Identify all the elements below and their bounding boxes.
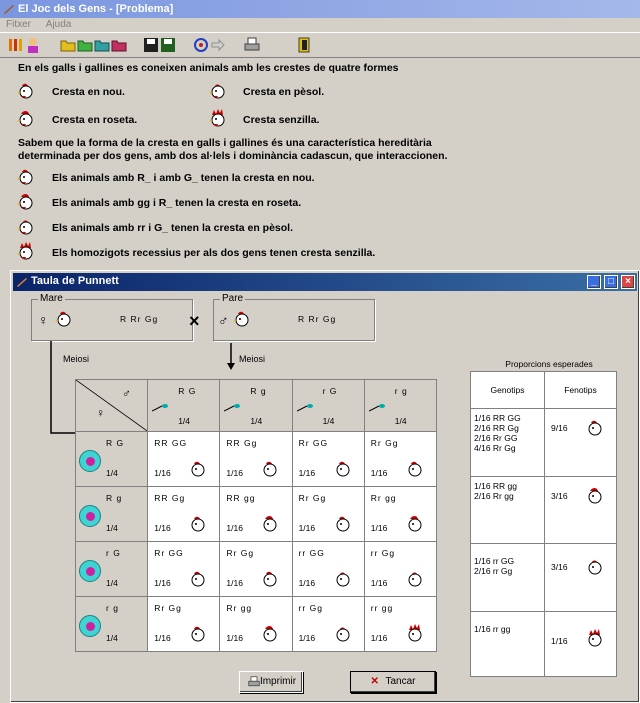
offspring-genotype: Rr gg bbox=[226, 603, 253, 613]
genotype-list bbox=[471, 409, 545, 477]
offspring-frequency: 1/16 bbox=[226, 633, 243, 643]
offspring-cell[interactable] bbox=[292, 487, 364, 542]
offspring-frequency: 1/16 bbox=[298, 578, 316, 588]
offspring-genotype: rr Gg bbox=[298, 603, 323, 613]
male-symbol: ♂ bbox=[218, 312, 229, 328]
genotype-list bbox=[471, 477, 545, 544]
female-symbol: ♀ bbox=[96, 406, 105, 420]
offspring-cell[interactable] bbox=[364, 597, 436, 652]
form-senzilla: Cresta senzilla. bbox=[243, 114, 320, 126]
offspring-frequency: 1/16 bbox=[226, 578, 243, 588]
father-gamete-3 bbox=[292, 380, 364, 432]
hen-rose-comb-icon bbox=[16, 191, 40, 215]
hen-rose-comb-icon bbox=[585, 485, 609, 509]
hen-rose-comb-icon bbox=[260, 513, 284, 537]
phenotype-cell bbox=[545, 544, 617, 612]
genotype-list bbox=[471, 544, 545, 612]
offspring-cell[interactable] bbox=[292, 597, 364, 652]
hen-walnut-comb-icon bbox=[54, 308, 78, 332]
punnett-titlebar bbox=[13, 273, 637, 291]
offspring-cell[interactable] bbox=[220, 597, 292, 652]
offspring-genotype: RR Gg bbox=[226, 438, 258, 448]
gamete-label: R G bbox=[178, 386, 197, 396]
offspring-cell[interactable] bbox=[220, 542, 292, 597]
gamete-frequency: 1/4 bbox=[322, 416, 335, 426]
egg-cell-icon bbox=[79, 615, 101, 637]
gamete-label: r G bbox=[322, 386, 338, 396]
menu-fitxer[interactable]: Fitxer bbox=[6, 19, 31, 30]
maximize-button[interactable]: □ bbox=[604, 275, 618, 289]
hen-walnut-comb-icon bbox=[333, 513, 357, 537]
offspring-frequency: 1/16 bbox=[298, 523, 316, 533]
save-icon[interactable] bbox=[143, 37, 159, 53]
hen-pea-comb-icon bbox=[405, 568, 429, 592]
hen-walnut-comb-icon bbox=[405, 458, 429, 482]
offspring-cell[interactable] bbox=[364, 432, 436, 487]
minimize-button[interactable]: _ bbox=[587, 275, 601, 289]
offspring-frequency: 1/16 bbox=[154, 633, 171, 643]
offspring-genotype: Rr gg bbox=[370, 493, 397, 503]
father-label: Pare bbox=[222, 293, 244, 304]
form-roseta: Cresta en roseta. bbox=[52, 114, 138, 126]
offspring-cell[interactable] bbox=[292, 432, 364, 487]
offspring-genotype: Rr Gg bbox=[154, 603, 182, 613]
save-as-icon[interactable] bbox=[160, 37, 176, 53]
mother-label: Mare bbox=[40, 293, 63, 304]
app-title: El Joc dels Gens - [Problema] bbox=[18, 3, 174, 15]
meiosis-arrow-father bbox=[226, 343, 236, 371]
gamete-frequency: 1/4 bbox=[106, 633, 118, 643]
genotype-line: 2/16 Rr GG bbox=[474, 433, 518, 443]
offspring-frequency: 1/16 bbox=[298, 468, 316, 478]
gamete-frequency: 1/4 bbox=[106, 523, 118, 533]
explain-line-2: determinada per dos gens, amb dos al·lels i dominància cadascun, que interaccionen. bbox=[18, 150, 448, 162]
hen-rose-comb-icon bbox=[260, 623, 284, 647]
menu-ajuda[interactable]: Ajuda bbox=[45, 19, 72, 30]
hen-walnut-comb-icon bbox=[333, 458, 357, 482]
offspring-cell[interactable] bbox=[148, 432, 220, 487]
genotype-line: 1/16 RR GG bbox=[474, 413, 521, 423]
mother-gamete-2 bbox=[76, 487, 148, 542]
genotype-list bbox=[471, 612, 545, 677]
print-icon bbox=[248, 676, 260, 688]
hen-pea-comb-icon bbox=[333, 623, 357, 647]
gamete-frequency: 1/4 bbox=[178, 416, 191, 426]
close-x-icon: ✕ bbox=[370, 676, 379, 687]
father-gamete-2 bbox=[220, 380, 292, 432]
hen-pea-comb-icon bbox=[585, 556, 609, 580]
hen-single-comb-icon bbox=[16, 241, 40, 265]
genotype-line: 4/16 Rr Gg bbox=[474, 443, 516, 453]
offspring-frequency: 1/16 bbox=[154, 468, 171, 478]
gamete-label: R g bbox=[250, 386, 267, 396]
offspring-genotype: Rr Gg bbox=[370, 438, 399, 448]
offspring-cell[interactable] bbox=[364, 487, 436, 542]
offspring-frequency: 1/16 bbox=[154, 523, 171, 533]
genotype-line: 1/16 rr GG bbox=[474, 556, 515, 566]
sperm-icon bbox=[152, 402, 168, 412]
genotype-line: 1/16 rr gg bbox=[474, 624, 511, 634]
father-gamete-1 bbox=[148, 380, 220, 432]
genotype-line: 2/16 RR Gg bbox=[474, 423, 519, 433]
hen-pea-comb-icon bbox=[208, 80, 232, 104]
punnett-window bbox=[10, 270, 640, 703]
explain-line-1: Sabem que la forma de la cresta en galls i gallines és una característica hereditària bbox=[18, 137, 432, 149]
gamete-frequency: 1/4 bbox=[106, 468, 118, 478]
offspring-frequency: 1/16 bbox=[370, 523, 388, 533]
female-symbol: ♀ bbox=[38, 312, 49, 328]
offspring-frequency: 1/16 bbox=[370, 578, 388, 588]
offspring-genotype: Rr GG bbox=[154, 548, 184, 558]
print-label: Imprimir bbox=[259, 676, 297, 687]
rule-3: Els animals amb rr i G_ tenen la cresta en pèsol. bbox=[52, 222, 294, 234]
mother-gamete-3 bbox=[76, 542, 148, 597]
print-button[interactable] bbox=[239, 671, 303, 693]
open-folder-icon[interactable] bbox=[60, 37, 76, 53]
offspring-frequency: 1/16 bbox=[370, 468, 388, 478]
offspring-genotype: Rr Gg bbox=[226, 548, 255, 558]
gamete-frequency: 1/4 bbox=[394, 416, 407, 426]
offspring-frequency: 1/16 bbox=[298, 633, 316, 643]
user-icon[interactable] bbox=[25, 37, 41, 53]
phenotype-cell bbox=[545, 612, 617, 677]
table-row bbox=[76, 487, 437, 542]
header-row bbox=[76, 380, 437, 432]
hen-walnut-comb-icon bbox=[260, 568, 284, 592]
proportions-title: Proporcions esperades bbox=[505, 359, 593, 369]
corner-cell bbox=[76, 380, 148, 432]
offspring-genotype: rr GG bbox=[298, 548, 325, 558]
close-button[interactable] bbox=[350, 671, 436, 693]
app-titlebar bbox=[0, 0, 640, 18]
hen-walnut-comb-icon bbox=[188, 513, 212, 537]
rule-1: Els animals amb R_ i amb G_ tenen la cresta en nou. bbox=[52, 172, 315, 184]
hen-rose-comb-icon bbox=[16, 108, 40, 132]
table-row bbox=[76, 597, 437, 652]
sperm-icon bbox=[297, 402, 313, 412]
rule-2: Els animals amb gg i R_ tenen la cresta en roseta. bbox=[52, 197, 302, 209]
mother-group bbox=[31, 293, 193, 341]
gamete-frequency: 1/4 bbox=[106, 578, 118, 588]
father-group bbox=[213, 293, 375, 341]
arrow-right-icon[interactable] bbox=[210, 37, 226, 53]
offspring-genotype: Rr Gg bbox=[298, 493, 327, 503]
intro-text: En els galls i gallines es coneixen animals amb les crestes de quatre formes bbox=[18, 62, 399, 74]
genotype-line: 1/16 RR gg bbox=[474, 481, 517, 491]
offspring-genotype: rr Gg bbox=[370, 548, 396, 558]
hen-walnut-comb-icon bbox=[16, 166, 40, 190]
punnett-table bbox=[75, 379, 437, 652]
egg-cell-icon bbox=[79, 505, 101, 527]
print-icon[interactable] bbox=[244, 37, 260, 53]
window-icon bbox=[16, 276, 28, 288]
chromosomes-icon[interactable] bbox=[8, 37, 24, 53]
gamete-frequency: 1/4 bbox=[250, 416, 263, 426]
fenotips-header: Fenotips bbox=[545, 372, 617, 409]
male-symbol: ♂ bbox=[122, 386, 131, 400]
phenotype-ratio: 9/16 bbox=[551, 423, 568, 433]
app-icon bbox=[3, 3, 15, 15]
hen-walnut-comb-icon bbox=[260, 458, 284, 482]
refresh-icon[interactable] bbox=[193, 37, 209, 53]
hen-walnut-comb-icon bbox=[188, 458, 212, 482]
proportion-row bbox=[471, 409, 617, 477]
cross-symbol: × bbox=[189, 311, 200, 331]
meiosis-label-father: Meiosi bbox=[239, 354, 266, 364]
close-window-button[interactable]: × bbox=[621, 275, 635, 289]
genotype-line: 2/16 Rr gg bbox=[474, 491, 514, 501]
hen-single-comb-icon bbox=[405, 623, 429, 647]
phenotype-cell bbox=[545, 409, 617, 477]
offspring-genotype: RR GG bbox=[154, 438, 188, 448]
father-gamete-4 bbox=[364, 380, 436, 432]
offspring-frequency: 1/16 bbox=[370, 633, 388, 643]
problem-content bbox=[0, 58, 640, 270]
punnett-title: Taula de Punnett bbox=[31, 275, 119, 287]
gamete-label: R G bbox=[106, 438, 125, 448]
genotype-line: 2/16 rr Gg bbox=[474, 566, 513, 576]
table-row bbox=[76, 542, 437, 597]
offspring-genotype: rr gg bbox=[370, 603, 394, 613]
open-folder-green-icon[interactable] bbox=[77, 37, 93, 53]
sperm-icon bbox=[369, 402, 385, 412]
hen-pea-comb-icon bbox=[333, 568, 357, 592]
sperm-icon bbox=[224, 402, 240, 412]
hen-walnut-comb-icon bbox=[585, 417, 609, 441]
offspring-cell[interactable] bbox=[148, 597, 220, 652]
offspring-frequency: 1/16 bbox=[226, 523, 243, 533]
gamete-label: R g bbox=[106, 493, 123, 503]
offspring-genotype: Rr GG bbox=[298, 438, 329, 448]
table-row bbox=[76, 432, 437, 487]
offspring-cell[interactable] bbox=[292, 542, 364, 597]
egg-cell-icon bbox=[79, 560, 101, 582]
proportion-row bbox=[471, 544, 617, 612]
rule-4: Els homozigots recessius per als dos gens tenen cresta senzilla. bbox=[52, 247, 376, 259]
hen-walnut-comb-icon bbox=[16, 80, 40, 104]
offspring-cell[interactable] bbox=[148, 542, 220, 597]
egg-cell-icon bbox=[79, 450, 101, 472]
offspring-frequency: 1/16 bbox=[154, 578, 171, 588]
open-folder-red-icon[interactable] bbox=[111, 37, 127, 53]
gamete-label: r G bbox=[106, 548, 121, 558]
phenotype-ratio: 3/16 bbox=[551, 491, 568, 501]
offspring-genotype: RR gg bbox=[226, 493, 256, 503]
hen-walnut-comb-icon bbox=[188, 623, 212, 647]
phenotype-ratio: 1/16 bbox=[551, 636, 568, 646]
proportion-row bbox=[471, 477, 617, 544]
rooster-walnut-comb-icon bbox=[232, 308, 256, 332]
offspring-cell[interactable] bbox=[220, 487, 292, 542]
hen-single-comb-icon bbox=[208, 108, 232, 132]
proportions-table bbox=[470, 371, 617, 677]
offspring-genotype: RR Gg bbox=[154, 493, 186, 503]
hen-walnut-comb-icon bbox=[188, 568, 212, 592]
offspring-cell[interactable] bbox=[148, 487, 220, 542]
meiosis-label-mother: Meiosi bbox=[63, 354, 90, 364]
form-pesol: Cresta en pèsol. bbox=[243, 86, 325, 98]
gamete-label: r g bbox=[106, 603, 119, 613]
offspring-cell[interactable] bbox=[220, 432, 292, 487]
menubar bbox=[0, 18, 640, 32]
mother-gamete-1 bbox=[76, 432, 148, 487]
proportion-row bbox=[471, 612, 617, 677]
phenotype-cell bbox=[545, 477, 617, 544]
hen-pea-comb-icon bbox=[16, 216, 40, 240]
offspring-cell[interactable] bbox=[364, 542, 436, 597]
offspring-frequency: 1/16 bbox=[226, 468, 243, 478]
close-label: Tancar bbox=[385, 676, 416, 687]
exit-door-icon[interactable] bbox=[296, 37, 312, 53]
hen-single-comb-icon bbox=[585, 628, 609, 652]
form-nou: Cresta en nou. bbox=[52, 86, 125, 98]
open-folder-teal-icon[interactable] bbox=[94, 37, 110, 53]
expected-proportions-panel bbox=[470, 359, 628, 671]
mother-gamete-4 bbox=[76, 597, 148, 652]
hen-rose-comb-icon bbox=[405, 513, 429, 537]
genotips-header: Genotips bbox=[471, 372, 545, 409]
father-genotype: R Rr Gg bbox=[298, 314, 337, 324]
phenotype-ratio: 3/16 bbox=[551, 562, 568, 572]
toolbar bbox=[0, 32, 640, 58]
mother-genotype: R Rr Gg bbox=[120, 314, 159, 324]
gamete-label: r g bbox=[394, 386, 408, 396]
